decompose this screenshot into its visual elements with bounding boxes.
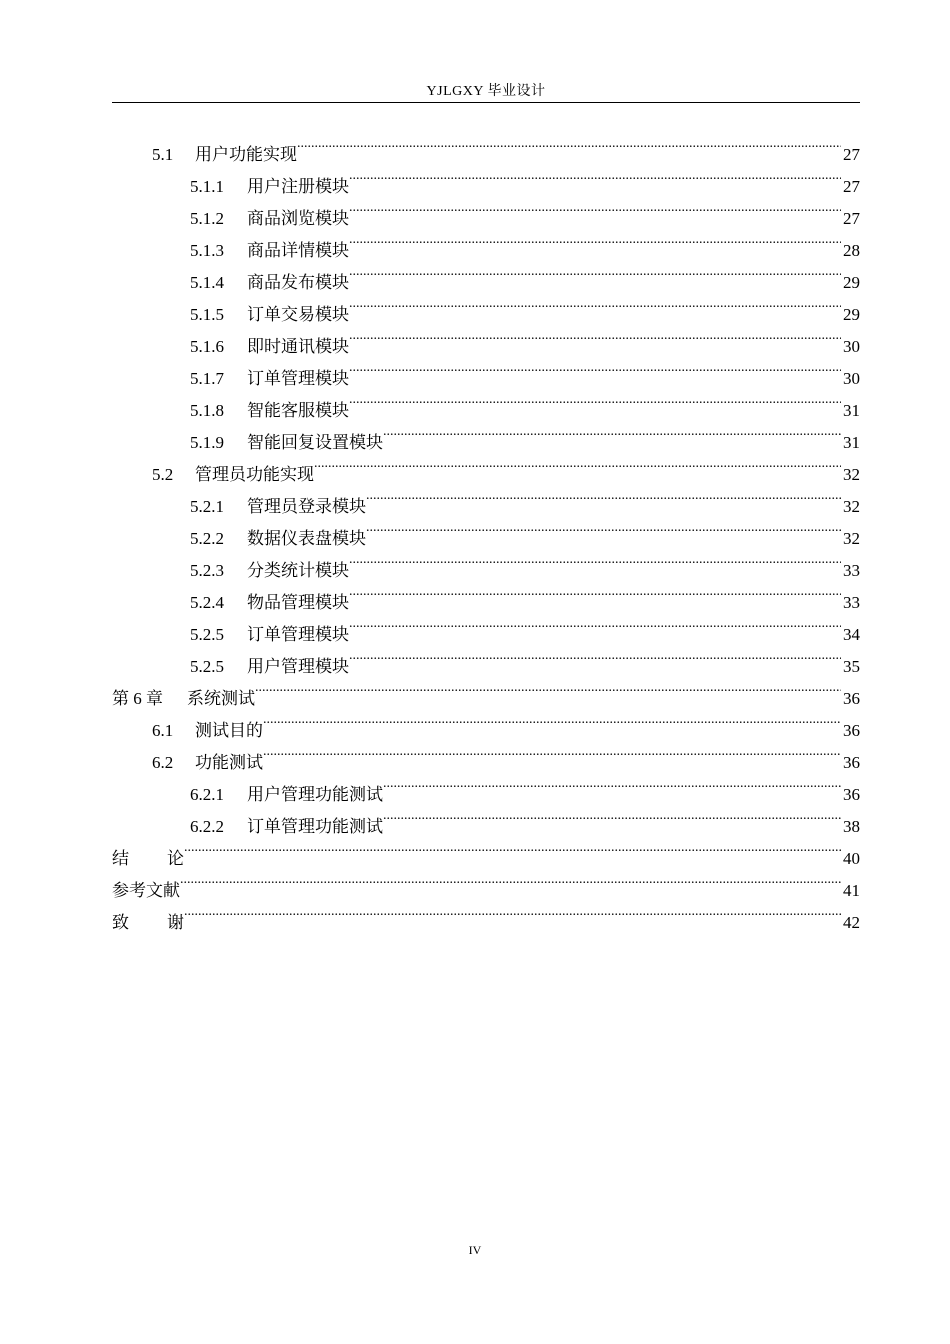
toc-entry-title: 订单交易模块 (247, 305, 349, 324)
toc-entry-title: 分类统计模块 (247, 561, 349, 580)
toc-entry-page-number: 30 (843, 369, 860, 388)
toc-entry-title: 功能测试 (195, 753, 263, 772)
toc-entry-title: 致谢 (112, 913, 184, 932)
toc-entry-page-number: 32 (843, 529, 860, 548)
page-number: IV (468, 1243, 482, 1257)
toc-entry-page-number: 36 (843, 785, 860, 804)
toc-dot-leader (184, 832, 841, 864)
toc-entry-number: 6.2.2 (190, 817, 224, 836)
toc-dot-leader (314, 448, 841, 480)
toc-entry-title: 用户功能实现 (195, 145, 297, 164)
toc-entry-title: 订单管理功能测试 (247, 817, 383, 836)
toc-entry[interactable] (112, 128, 860, 164)
table-of-contents (112, 128, 860, 932)
toc-entry-page-number: 27 (843, 145, 860, 164)
toc-entry-page-number: 29 (843, 273, 860, 292)
toc-entry-title: 系统测试 (187, 689, 255, 708)
toc-dot-leader (349, 544, 841, 576)
toc-entry-title: 管理员登录模块 (247, 497, 366, 516)
toc-entry-page-number: 31 (843, 433, 860, 452)
toc-entry-page-number: 36 (843, 689, 860, 708)
toc-entry-page-number: 28 (843, 241, 860, 260)
toc-dot-leader (297, 128, 841, 160)
toc-dot-leader (255, 672, 841, 704)
toc-entry-page-number: 40 (843, 849, 860, 868)
toc-entry-title: 即时通讯模块 (247, 337, 349, 356)
toc-dot-leader (180, 864, 841, 896)
toc-dot-leader (366, 480, 841, 512)
toc-dot-leader (383, 800, 841, 832)
toc-entry-title: 智能回复设置模块 (247, 433, 383, 452)
toc-entry-page-number: 27 (843, 209, 860, 228)
toc-entry-title: 商品详情模块 (247, 241, 349, 260)
toc-entry-page-number: 38 (843, 817, 860, 836)
toc-entry-number: 5.2.3 (190, 561, 224, 580)
toc-entry-page-number: 36 (843, 753, 860, 772)
toc-entry-number: 5.2.5 (190, 657, 224, 676)
toc-entry-page-number: 29 (843, 305, 860, 324)
toc-dot-leader (263, 736, 841, 768)
toc-entry-number: 5.2.2 (190, 529, 224, 548)
toc-entry-number: 5.1.5 (190, 305, 224, 324)
toc-entry-number: 6.2.1 (190, 785, 224, 804)
toc-entry[interactable] (112, 864, 860, 900)
toc-dot-leader (349, 320, 841, 352)
toc-dot-leader (349, 160, 841, 192)
toc-entry-title: 商品发布模块 (247, 273, 349, 292)
toc-entry-title: 用户管理模块 (247, 657, 349, 676)
toc-entry-number: 6.2 (152, 753, 174, 772)
toc-entry-number: 5.2.4 (190, 593, 224, 612)
toc-entry-number: 5.1.4 (190, 273, 224, 292)
toc-entry-number: 5.1.1 (190, 177, 224, 196)
toc-entry-page-number: 32 (843, 497, 860, 516)
toc-entry-page-number: 27 (843, 177, 860, 196)
page-header: YJLGXY 毕业设计 (426, 84, 546, 99)
toc-entry-number: 5.2.5 (190, 625, 224, 644)
toc-entry-title: 用户注册模块 (247, 177, 349, 196)
toc-entry-title: 参考文献 (112, 881, 180, 900)
toc-entry-number: 5.1.6 (190, 337, 224, 356)
toc-entry-number: 5.1.2 (190, 209, 224, 228)
toc-dot-leader (349, 224, 841, 256)
toc-entry-page-number: 35 (843, 657, 860, 676)
toc-entry-page-number: 33 (843, 593, 860, 612)
toc-entry-title: 订单管理模块 (247, 625, 349, 644)
toc-dot-leader (383, 768, 841, 800)
toc-entry-title: 测试目的 (195, 721, 263, 740)
toc-entry-page-number: 30 (843, 337, 860, 356)
toc-dot-leader (349, 576, 841, 608)
toc-entry-page-number: 31 (843, 401, 860, 420)
toc-entry-title: 订单管理模块 (247, 369, 349, 388)
toc-dot-leader (349, 640, 841, 672)
toc-entry-number: 5.2 (152, 465, 174, 484)
toc-entry-number: 5.1 (152, 145, 174, 164)
toc-dot-leader (349, 384, 841, 416)
toc-entry-title: 管理员功能实现 (195, 465, 314, 484)
toc-entry-number: 5.1.3 (190, 241, 224, 260)
toc-entry-page-number: 32 (843, 465, 860, 484)
toc-dot-leader (383, 416, 841, 448)
toc-dot-leader (349, 608, 841, 640)
toc-entry-number: 第 6 章 (112, 689, 163, 708)
toc-entry-title: 数据仪表盘模块 (247, 529, 366, 548)
toc-entry[interactable] (112, 896, 860, 932)
toc-entry-title: 商品浏览模块 (247, 209, 349, 228)
toc-entry-title: 结论 (112, 849, 184, 868)
toc-entry-number: 5.1.8 (190, 401, 224, 420)
toc-entry-number: 5.1.7 (190, 369, 224, 388)
toc-entry-title: 物品管理模块 (247, 593, 349, 612)
toc-entry-title: 智能客服模块 (247, 401, 349, 420)
toc-entry-title: 用户管理功能测试 (247, 785, 383, 804)
toc-dot-leader (349, 192, 841, 224)
toc-dot-leader (184, 896, 841, 928)
toc-entry-page-number: 33 (843, 561, 860, 580)
toc-dot-leader (349, 352, 841, 384)
toc-entry-number: 5.2.1 (190, 497, 224, 516)
toc-entry-number: 6.1 (152, 721, 174, 740)
toc-entry-number: 5.1.9 (190, 433, 224, 452)
toc-entry[interactable] (112, 832, 860, 868)
toc-dot-leader (349, 256, 841, 288)
toc-dot-leader (366, 512, 841, 544)
toc-entry-page-number: 41 (843, 881, 860, 900)
toc-entry-page-number: 42 (843, 913, 860, 932)
toc-entry-page-number: 34 (843, 625, 860, 644)
header-rule (112, 102, 860, 103)
toc-dot-leader (349, 288, 841, 320)
toc-entry-page-number: 36 (843, 721, 860, 740)
toc-dot-leader (263, 704, 841, 736)
